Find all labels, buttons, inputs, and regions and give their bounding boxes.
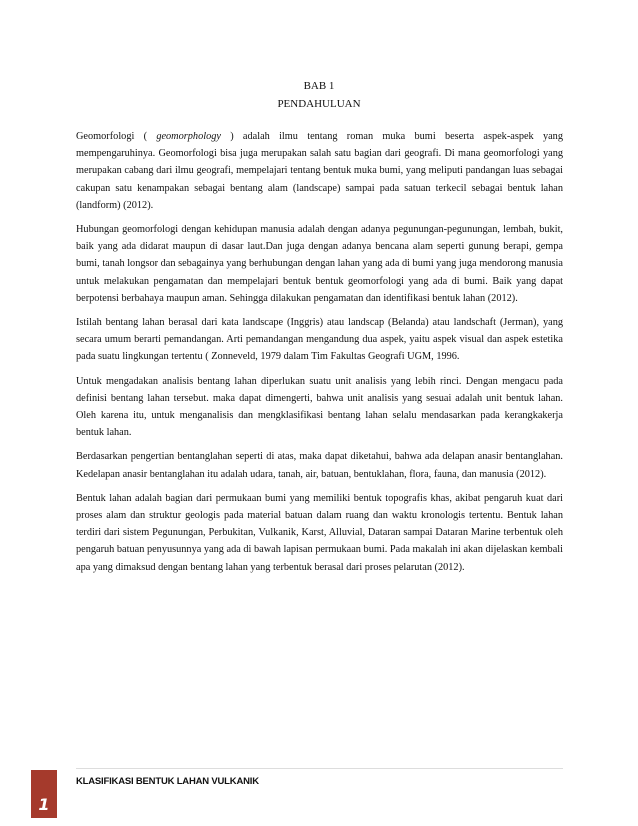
- footer-title: KLASIFIKASI BENTUK LAHAN VULKANIK: [76, 776, 259, 787]
- paragraph: Untuk mengadakan analisis bentang lahan diperlukan suatu unit analisis yang lebih rinci. Dengan mengacu pada definisi bentang lahan tersebut. maka dapat dimengerti, bahwa unit analisis yang sesuai adalah unit bentuk lahan. Oleh karena itu, untuk menganalisis dan mengklasifikasi bentang lahan selalu mendasarkan pada kerangkakerja bentuk lahan.: [76, 375, 563, 439]
- page-number: 1: [38, 795, 50, 814]
- chapter-label: BAB 1: [303, 80, 335, 92]
- paragraph: Hubungan geomorfologi dengan kehidupan manusia adalah dengan adanya pegunungan-pegunungan, lembah, bukit, baik yang ada didarat maupun di dasar laut.Dan juga dengan adanya bencana alam seperti gunung berapi, gempa bumi, tanah longsor dan sebagainya yang berhubungan dengan lahan yang ada di bumi yang juga mendorong manusia untuk melakukan pengamatan dan mempelajari bentuk bentuk geomorfologi yang ada di bumi. Baik yang dapat berpotensi berbahaya maupun aman. Sehingga dilakukan pengamatan dan identifikasi bentuk lahan (2012).: [76, 224, 563, 304]
- paragraph: Berdasarkan pengertian bentanglahan seperti di atas, maka dapat diketahui, bahwa ada delapan anasir bentanglahan. Kedelapan anasir bentanglahan itu adalah udara, tanah, air, batuan, bentuklahan, flora, fauna, dan manusia (2012).: [76, 451, 563, 480]
- page-number-badge: [31, 770, 57, 818]
- emphasized-term: geomorphology: [156, 131, 221, 142]
- paragraph: Istilah bentang lahan berasal dari kata landscape (Inggris) atau landscap (Belanda) atau landschaft (Jerman), yang secara umum berarti pemandangan. Arti pemandangan mengandung dua aspek, yaitu aspek visual dan aspek estetika pada suatu lingkungan tertentu ( Zonneveld, 1979 dalam Tim Fakultas Geografi UGM, 1996.: [76, 317, 563, 363]
- body-text: [76, 128, 563, 583]
- paragraph-text: Geomorfologi (: [76, 131, 157, 142]
- paragraph: Bentuk lahan adalah bagian dari permukaan bumi yang memiliki bentuk topografis khas, akibat pengaruh kuat dari proses alam dan struktur geologis pada material batuan dalam ruang dan waktu kronologis tertentu. Bentuk lahan terdiri dari sistem Pegunungan, Perbukitan, Vulkanik, Karst, Alluvial, Dataran sampai Dataran Marine terbentuk oleh pengaruh batuan penyusunnya yang ada di bawah lapisan permukaan bumi. Pada makalah ini akan dijelaskan kembali apa yang dimaksud dengan bentang lahan yang terbentuk berasal dari proses pelarutan (2012).: [76, 492, 563, 573]
- paragraph: [76, 128, 563, 214]
- page-title: PENDAHULUAN: [277, 98, 361, 110]
- paragraph-text: ) adalah ilmu tentang roman muka bumi beserta aspek-aspek yang mempengaruhinya. Geomorfologi bisa juga merupakan salah satu bagian dari geografi. Di mana geomorfologi yang merupakan cabang dari ilmu geografi, mempelajari tentang bentuk muka bumi, yang meliputi pandangan luas sebagai cakupan satu kenampakan sebagai bentang alam (landscape) sampai pada satuan terkecil sebagai bentuk lahan (landform) (2012).: [76, 131, 563, 211]
- footer-divider: [76, 768, 563, 769]
